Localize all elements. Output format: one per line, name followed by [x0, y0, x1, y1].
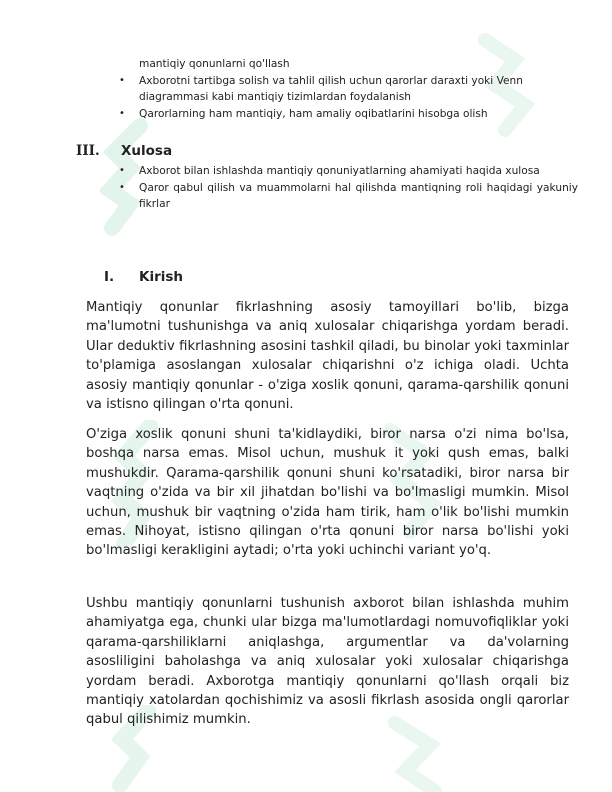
section-heading-conclusion [76, 143, 172, 159]
list-item-text: mantiqiy qonunlarni qo'llash [139, 58, 290, 70]
list-item-continued [0, 56, 612, 73]
bullet-icon: • [119, 107, 125, 119]
list-item-text: Axborotni tartibga solish va tahlil qilish uchun qarorlar daraxti yoki Venn diagrammasi kabi mantiqiy tizimlardan foydalanish [139, 74, 523, 104]
section-title: Xulosa [121, 143, 173, 159]
list-item [0, 163, 612, 180]
list-item [0, 73, 612, 106]
conclusion-bullet-list [0, 163, 612, 213]
top-bullet-list [0, 56, 612, 122]
list-item [0, 106, 612, 123]
bullet-icon: • [119, 165, 125, 176]
paragraph: Ushbu mantiqiy qonunlarni tushunish axborot bilan ishlashda muhim ahamiyatga ega, chunki ular bizga ma'lumotlardagi nomuvofiqliklar yoki qarama-qarshiliklarni aniqlashga, argumentlar va da'volarning asosliligini baholashga va aniq xulosalar yoki xulosalar chiqarishga yordam beradi. Axborotga mantiqiy qonunlarni qo'llash orqali biz mantiqiy xatolardan qochishimiz va asosli fikrlash asosida ongli qarorlar qabul qilishimiz mumkin. [86, 596, 569, 728]
section-title: Kirish [139, 269, 184, 285]
section-number: I. [104, 269, 115, 285]
list-item-text: Qaror qabul qilish va muammolarni hal qilishda mantiqning roli haqidagi yakuniy fikrlar [139, 181, 578, 211]
list-item-text: Axborot bilan ishlashda mantiqiy qonuniyatlarning ahamiyati haqida xulosa [139, 165, 540, 177]
list-item [0, 180, 612, 213]
section-heading-introduction [104, 269, 183, 285]
bullet-icon: • [119, 74, 125, 86]
list-item-text: Qarorlarning ham mantiqiy, ham amaliy oqibatlarini hisobga olish [139, 107, 488, 120]
bullet-icon: • [119, 181, 125, 193]
section-number: III. [76, 143, 100, 159]
paragraph: O'ziga xoslik qonuni shuni ta'kidlaydiki, biror narsa o'zi nima bo'lsa, boshqa narsa emas. Misol uchun, mushuk it yoki qush emas, balki mushukdir. Qarama-qarshilik qonuni shuni ko'rsatadiki, biror narsa bir vaqtning o'zida va bir xil jihatdan bo'lishi va bo'lmasligi mumkin. Misol uchun, mushuk bir vaqtning o'zida ham tirik, ham o'lik bo'lishi mumkin emas. Nihoyat, istisno qilingan o'rta qonuni biror narsa bo'lishi yoki bo'lmasligi kerakligini aytadi; o'rta yoki uchinchi variant yo'q. [86, 427, 569, 559]
paragraph: Mantiqiy qonunlar fikrlashning asosiy tamoyillari bo'lib, bizga ma'lumotni tushunishga va aniq xulosalar chiqarishga yordam beradi. Ular deduktiv fikrlashning asosini tashkil qiladi, bu binolar yoki taxminlar to'plamiga asoslangan xulosalar chiqarishni o'z ichiga oladi. Uchta asosiy mantiqiy qonunlar - o'ziga xoslik qonuni, qarama-qarshilik qonuni va istisno qilingan o'rta qonuni. [86, 300, 569, 413]
